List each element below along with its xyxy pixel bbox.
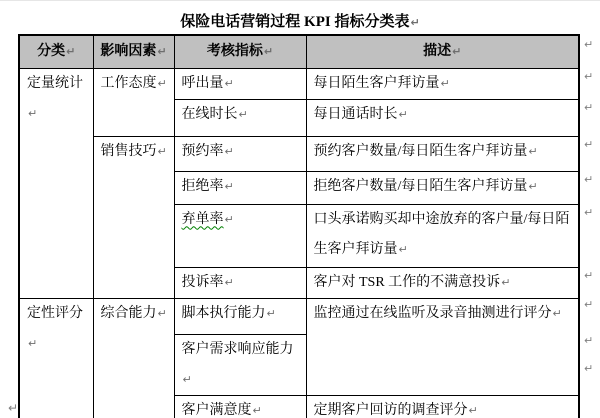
cell-desc-monitoring-scoring [306, 298, 579, 395]
cell-text: 定性评分 [27, 305, 83, 321]
cell-desc-complaint-rate [306, 267, 579, 298]
cell-text: 预约率 [181, 143, 224, 159]
cell-end-mark: ↵ [28, 106, 38, 120]
row-end-mark: ↵ [584, 101, 594, 114]
cell-desc-appointment-rate [306, 136, 579, 171]
paragraph-mark: ↵ [410, 16, 420, 29]
cell-end-mark: ↵ [157, 144, 167, 158]
cell-end-mark: ↵ [440, 76, 450, 90]
cell-end-mark: ↵ [28, 336, 38, 350]
cell-text-spellcheck: 弃单率 [181, 211, 224, 227]
cell-indicator-appointment-rate [174, 136, 306, 171]
cell-desc-online-duration [306, 99, 579, 136]
header-label: 考核指标 [206, 44, 263, 59]
header-cell-factor [93, 35, 174, 68]
cell-end-mark: ↵ [157, 306, 167, 320]
cell-text: 在线时长 [181, 106, 238, 122]
cell-end-mark: ↵ [528, 144, 538, 158]
cell-text: 定量统计 [27, 75, 83, 91]
kpi-table [18, 34, 580, 418]
cell-indicator-script-execution [174, 298, 306, 334]
cell-text: 口头承诺购买却中途放弃的客户量/每日陌生客户拜访量 [313, 211, 570, 257]
doc-title [0, 1, 600, 30]
cell-desc-call-volume [306, 68, 579, 99]
row-end-mark: ↵ [584, 269, 594, 282]
row-end-mark: ↵ [584, 298, 594, 311]
cell-end-mark: ↵ [224, 179, 234, 193]
cell-text: 销售技巧 [100, 143, 157, 159]
cell-end-mark: ↵ [157, 76, 167, 90]
cell-end-mark: ↵ [182, 372, 192, 386]
cell-indicator-abandon-rate [174, 204, 306, 267]
cell-end-mark: ↵ [468, 403, 478, 417]
cell-indicator-call-volume [174, 68, 306, 99]
cell-indicator-customer-satisfaction [174, 395, 306, 418]
header-label: 描述 [423, 44, 452, 59]
cell-text: 工作态度 [100, 75, 157, 91]
cell-end-mark: ↵ [224, 212, 234, 226]
cell-text: 呼出量 [181, 75, 224, 91]
header-cell-description [306, 35, 579, 68]
header-label: 分类 [37, 44, 66, 59]
cell-end-mark: ↵ [252, 403, 262, 417]
header-row [19, 35, 579, 68]
doc-title-text: 保险电话营销过程 KPI 指标分类表 [180, 14, 410, 30]
cell-text: 客户对 TSR 工作的不满意投诉 [313, 274, 501, 290]
cell-text: 拒绝率 [181, 178, 224, 194]
cell-end-mark: ↵ [238, 107, 248, 121]
cell-text: 每日陌生客户拜访量 [313, 75, 440, 91]
row-end-mark: ↵ [584, 70, 594, 83]
cell-end-mark: ↵ [157, 45, 167, 58]
table-row [19, 298, 579, 334]
cell-desc-rejection-rate [306, 171, 579, 204]
cell-text: 预约客户数量/每日陌生客户拜访量 [313, 143, 528, 159]
cell-end-mark: ↵ [224, 144, 234, 158]
cell-end-mark: ↵ [224, 76, 234, 90]
table-row [19, 68, 579, 99]
cell-factor-sales-skill [93, 136, 174, 298]
cell-end-mark: ↵ [224, 275, 234, 289]
row-end-mark: ↵ [584, 334, 594, 347]
cell-end-mark: ↵ [263, 45, 274, 58]
cell-text: 投诉率 [181, 274, 224, 290]
document-end-mark: ↵ [8, 401, 19, 415]
cell-indicator-complaint-rate [174, 267, 306, 298]
cell-text: 监控通过在线监听及录音抽测进行评分 [313, 305, 552, 321]
row-end-mark: ↵ [584, 38, 594, 51]
cell-factor-work-attitude [93, 68, 174, 136]
cell-text: 拒绝客户数量/每日陌生客户拜访量 [313, 178, 528, 194]
cell-end-mark: ↵ [552, 306, 562, 320]
header-label: 影响因素 [100, 44, 157, 59]
cell-category-qualitative [19, 298, 93, 418]
row-end-mark: ↵ [584, 362, 594, 375]
cell-text: 客户满意度 [181, 402, 252, 418]
cell-text: 脚本执行能力 [181, 305, 266, 321]
cell-end-mark: ↵ [501, 275, 511, 289]
cell-text: 客户需求响应能力 [181, 341, 294, 357]
cell-end-mark: ↵ [398, 107, 408, 121]
cell-desc-abandon-rate [306, 204, 579, 267]
cell-indicator-rejection-rate [174, 171, 306, 204]
cell-end-mark: ↵ [66, 45, 76, 58]
cell-end-mark: ↵ [452, 45, 462, 58]
cell-end-mark: ↵ [266, 306, 276, 320]
cell-factor-overall-ability [93, 298, 174, 418]
cell-end-mark: ↵ [398, 242, 408, 256]
cell-indicator-online-duration [174, 99, 306, 136]
row-end-mark: ↵ [584, 138, 594, 151]
cell-indicator-customer-response [174, 334, 306, 395]
header-cell-indicator [174, 35, 306, 68]
cell-text: 每日通话时长 [313, 106, 398, 122]
cell-desc-customer-satisfaction [306, 395, 579, 418]
header-cell-category [19, 35, 93, 68]
cell-text: 定期客户回访的调查评分 [313, 402, 468, 418]
cell-end-mark: ↵ [528, 179, 538, 193]
row-end-mark: ↵ [584, 173, 594, 186]
cell-category-quantitative [19, 68, 93, 298]
cell-text: 综合能力 [100, 305, 157, 321]
row-end-mark: ↵ [584, 206, 594, 219]
table-row [19, 136, 579, 171]
